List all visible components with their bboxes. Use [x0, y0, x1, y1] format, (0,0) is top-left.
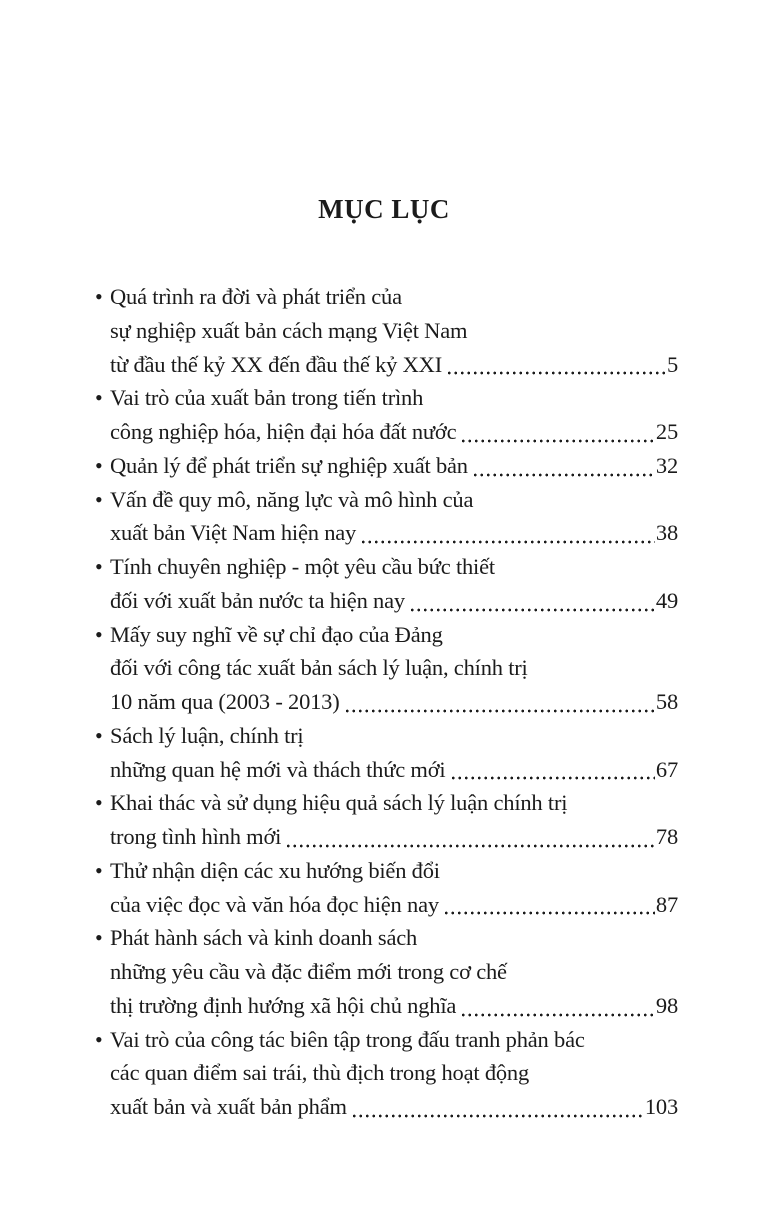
toc-entry: [95, 550, 678, 618]
page-number: 98: [655, 992, 678, 1018]
bullet-icon: •: [95, 554, 103, 579]
toc-entry-line: [110, 989, 678, 1023]
toc-entry-line: [110, 685, 678, 719]
toc-entry-text: thị trường định hướng xã hội chủ nghĩa: [110, 992, 457, 1018]
toc-entry-line: Vai trò của công tác biên tập trong đấu tranh phản bác: [110, 1026, 585, 1052]
toc-entry-text: của việc đọc và văn hóa đọc hiện nay: [110, 891, 439, 917]
dot-leader: [360, 540, 655, 544]
toc-entry: [95, 280, 678, 381]
bullet-icon: •: [95, 722, 103, 748]
toc-entry-line: [110, 753, 678, 787]
toc-entry-line: [110, 820, 678, 854]
toc-entry-line: đối với công tác xuất bản sách lý luận, chính trị: [110, 655, 528, 681]
toc-entry-line: [110, 415, 678, 449]
toc-entry-text: xuất bản và xuất bản phẩm: [110, 1094, 347, 1119]
toc-entry-line: Mấy suy nghĩ về sự chỉ đạo của Đảng: [110, 621, 443, 647]
dot-leader: [460, 439, 655, 443]
toc-entry-line: [110, 584, 678, 618]
bullet-icon: •: [95, 1026, 103, 1052]
bullet-icon: •: [95, 284, 103, 309]
toc-entry: [95, 449, 678, 483]
toc-entry-line: Sách lý luận, chính trị: [110, 722, 304, 748]
page-number: 25: [655, 419, 678, 444]
toc-entry-text: trong tình hình mới: [110, 824, 282, 849]
toc-entry-text: công nghiệp hóa, hiện đại hóa đất nước: [110, 419, 457, 444]
toc-entry-line: Thử nhận diện các xu hướng biến đổi: [110, 857, 440, 883]
toc-entry-line: Vấn đề quy mô, năng lực và mô hình của: [110, 486, 474, 512]
toc-entry: [95, 854, 678, 922]
toc-entry-line: Khai thác và sử dụng hiệu quả sách lý luận chính trị: [110, 790, 568, 816]
toc-entry-line: các quan điểm sai trái, thù địch trong hoạt động: [110, 1060, 530, 1086]
bullet-icon: •: [95, 385, 103, 411]
page-number: 78: [655, 824, 678, 849]
toc-entry-text: đối với xuất bản nước ta hiện nay: [110, 587, 405, 613]
toc-entry-line: những yêu cầu và đặc điểm mới trong cơ chế: [110, 959, 507, 984]
dot-leader: [409, 608, 655, 612]
dot-leader: [450, 776, 655, 780]
toc-entry-line: Phát hành sách và kinh doanh sách: [110, 925, 418, 951]
bullet-icon: •: [95, 486, 103, 512]
dot-leader: [443, 911, 655, 915]
page-number: 38: [655, 520, 678, 546]
page-number: 58: [655, 689, 678, 714]
page-number: 49: [655, 587, 678, 613]
toc-entry-text: xuất bản Việt Nam hiện nay: [110, 520, 357, 546]
page-number: 32: [655, 452, 678, 478]
toc-entry-line: Quá trình ra đời và phát triển của: [110, 284, 402, 309]
page-number: 87: [655, 891, 678, 917]
toc-entry-line: Tính chuyên nghiệp - một yêu cầu bức thiết: [110, 554, 495, 579]
page-number: 103: [644, 1094, 678, 1119]
dot-leader: [446, 371, 666, 375]
bullet-icon: •: [95, 621, 103, 647]
toc-entry: [95, 483, 678, 551]
toc-entry-text: Quản lý để phát triển sự nghiệp xuất bản: [110, 452, 468, 478]
toc-entry: [95, 719, 678, 787]
dot-leader: [460, 1013, 655, 1017]
toc-entry-line: [110, 449, 678, 483]
toc-entry-line: [110, 888, 678, 922]
toc-entry: [95, 381, 678, 449]
dot-leader: [351, 1114, 644, 1118]
bullet-icon: •: [95, 857, 103, 883]
dot-leader: [285, 844, 655, 848]
page-number: 5: [666, 351, 678, 377]
bullet-icon: •: [95, 925, 103, 951]
page-title: MỤC LỤC: [318, 194, 450, 224]
toc-entry-text: 10 năm qua (2003 - 2013): [110, 689, 340, 714]
dot-leader: [344, 709, 655, 713]
toc-entry-line: [110, 1090, 678, 1124]
toc-entry: [95, 786, 678, 854]
toc-list: [95, 280, 678, 1124]
bullet-icon: •: [95, 790, 103, 816]
toc-entry-line: [110, 348, 678, 382]
toc-entry: [95, 1023, 678, 1124]
toc-entry-line: [110, 516, 678, 550]
toc-entry-line: Vai trò của xuất bản trong tiến trình: [110, 385, 424, 411]
page-number: 67: [655, 756, 678, 782]
toc-entry-text: những quan hệ mới và thách thức mới: [110, 756, 446, 782]
dot-leader: [472, 473, 655, 477]
bullet-icon: •: [95, 452, 103, 478]
toc-entry-line: sự nghiệp xuất bản cách mạng Việt Nam: [110, 317, 468, 343]
toc-entry: [95, 618, 678, 719]
toc-entry-text: từ đầu thế kỷ XX đến đầu thế kỷ XXI: [110, 351, 442, 377]
toc-entry: [95, 921, 678, 1022]
